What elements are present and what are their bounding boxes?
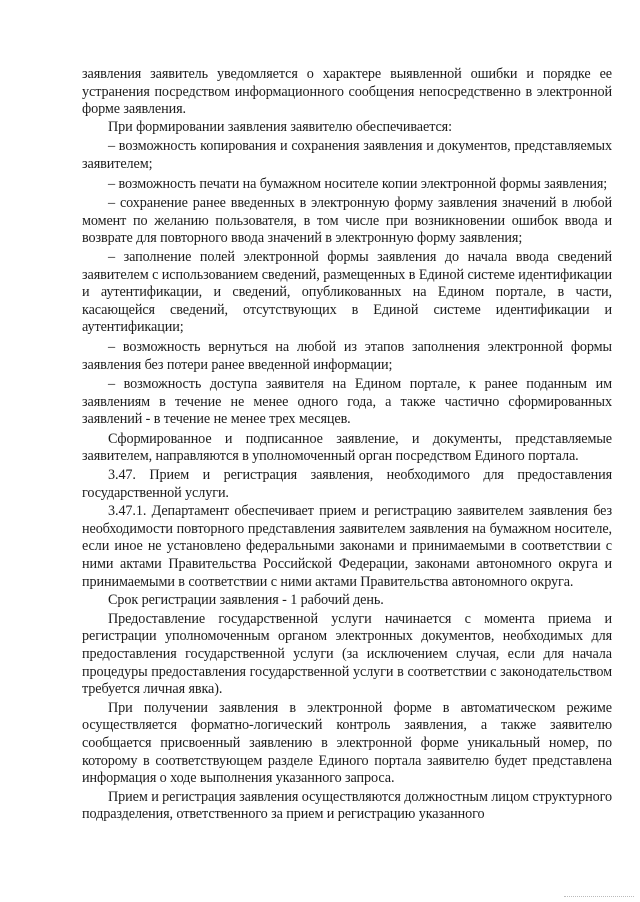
paragraph-submission: Сформированное и подписанное заявление, и документы, представляемые заявителем, направляются в уполномоченный орган посредством Единого портала.: [82, 430, 612, 465]
paragraph-service-start: Предоставление государственной услуги начинается с момента приема и регистрации уполномоченным органом электронных документов, необходимых для предоставления государственной услуги (за исключением случая, если для начала процедуры предоставления государственной услуги в соответствии с законодательством требуется личная явка).: [82, 610, 612, 698]
paragraph-reception-official: Прием и регистрация заявления осуществляются должностным лицом структурного подразделения, ответственного за прием и регистрацию указанного: [82, 788, 612, 823]
paragraph-auto-control: При получении заявления в электронной форме в автоматическом режиме осуществляется форматно-логический контроль заявления, а также заявителю сообщается присвоенный заявлению в электронной форме уникальный номер, по которому в соответствующем разделе Единого портала заявителю будет представлена информация о ходе выполнения указанного запроса.: [82, 699, 612, 787]
list-item-print: – возможность печати на бумажном носителе копии электронной формы заявления;: [108, 175, 608, 192]
document-body: [82, 66, 612, 824]
list-item-autofill: – заполнение полей электронной формы заявления до начала ввода сведений заявителем с использованием сведений, размещенных в Единой системе идентификации и аутентификации, и сведений, опубликованных на Едином портале, в части, касающейся сведений, отсутствующих в Единой системе идентификации и аутентификации;: [82, 248, 612, 336]
section-heading-3-47: 3.47. Прием и регистрация заявления, необходимого для предоставления государственной услуги.: [82, 467, 612, 501]
list-item-access-history: – возможность доступа заявителя на Едином портале, к ранее поданным им заявлениям в течение не менее одного года, а также частично сформированных заявлений - в течение не менее трех месяцев.: [82, 376, 612, 428]
scan-edge-mark: [564, 896, 634, 899]
paragraph-3-47-1: 3.47.1. Департамент обеспечивает прием и регистрацию заявителем заявления без необходимости повторного представления заявителем заявления на бумажном носителе, если иное не установлено федеральными законами и принимаемыми в соответствии с ними актами Правительства Российской Федерации, законами автономного округа и принимаемыми в соответствии с ними актами Правительства автономного округа.: [82, 503, 612, 590]
paragraph-provision-intro: При формировании заявления заявителю обеспечивается:: [108, 118, 452, 135]
paragraph-registration-term: Срок регистрации заявления - 1 рабочий день.: [108, 592, 384, 609]
paragraph-error-notice: заявления заявитель уведомляется о характере выявленной ошибки и порядке ее устранения посредством информационного сообщения непосредственно в электронной форме заявления.: [82, 66, 612, 118]
list-item-save-values: – сохранение ранее введенных в электронную форму заявления значений в любой момент по желанию пользователя, в том числе при возникновении ошибок ввода и возврате для повторного ввода значений в электронную форму заявления;: [82, 195, 612, 247]
list-item-return-step: – возможность вернуться на любой из этапов заполнения электронной формы заявления без потери ранее введенной информации;: [82, 338, 612, 373]
list-item-copy-save: – возможность копирования и сохранения заявления и документов, представляемых заявителем;: [82, 138, 612, 172]
